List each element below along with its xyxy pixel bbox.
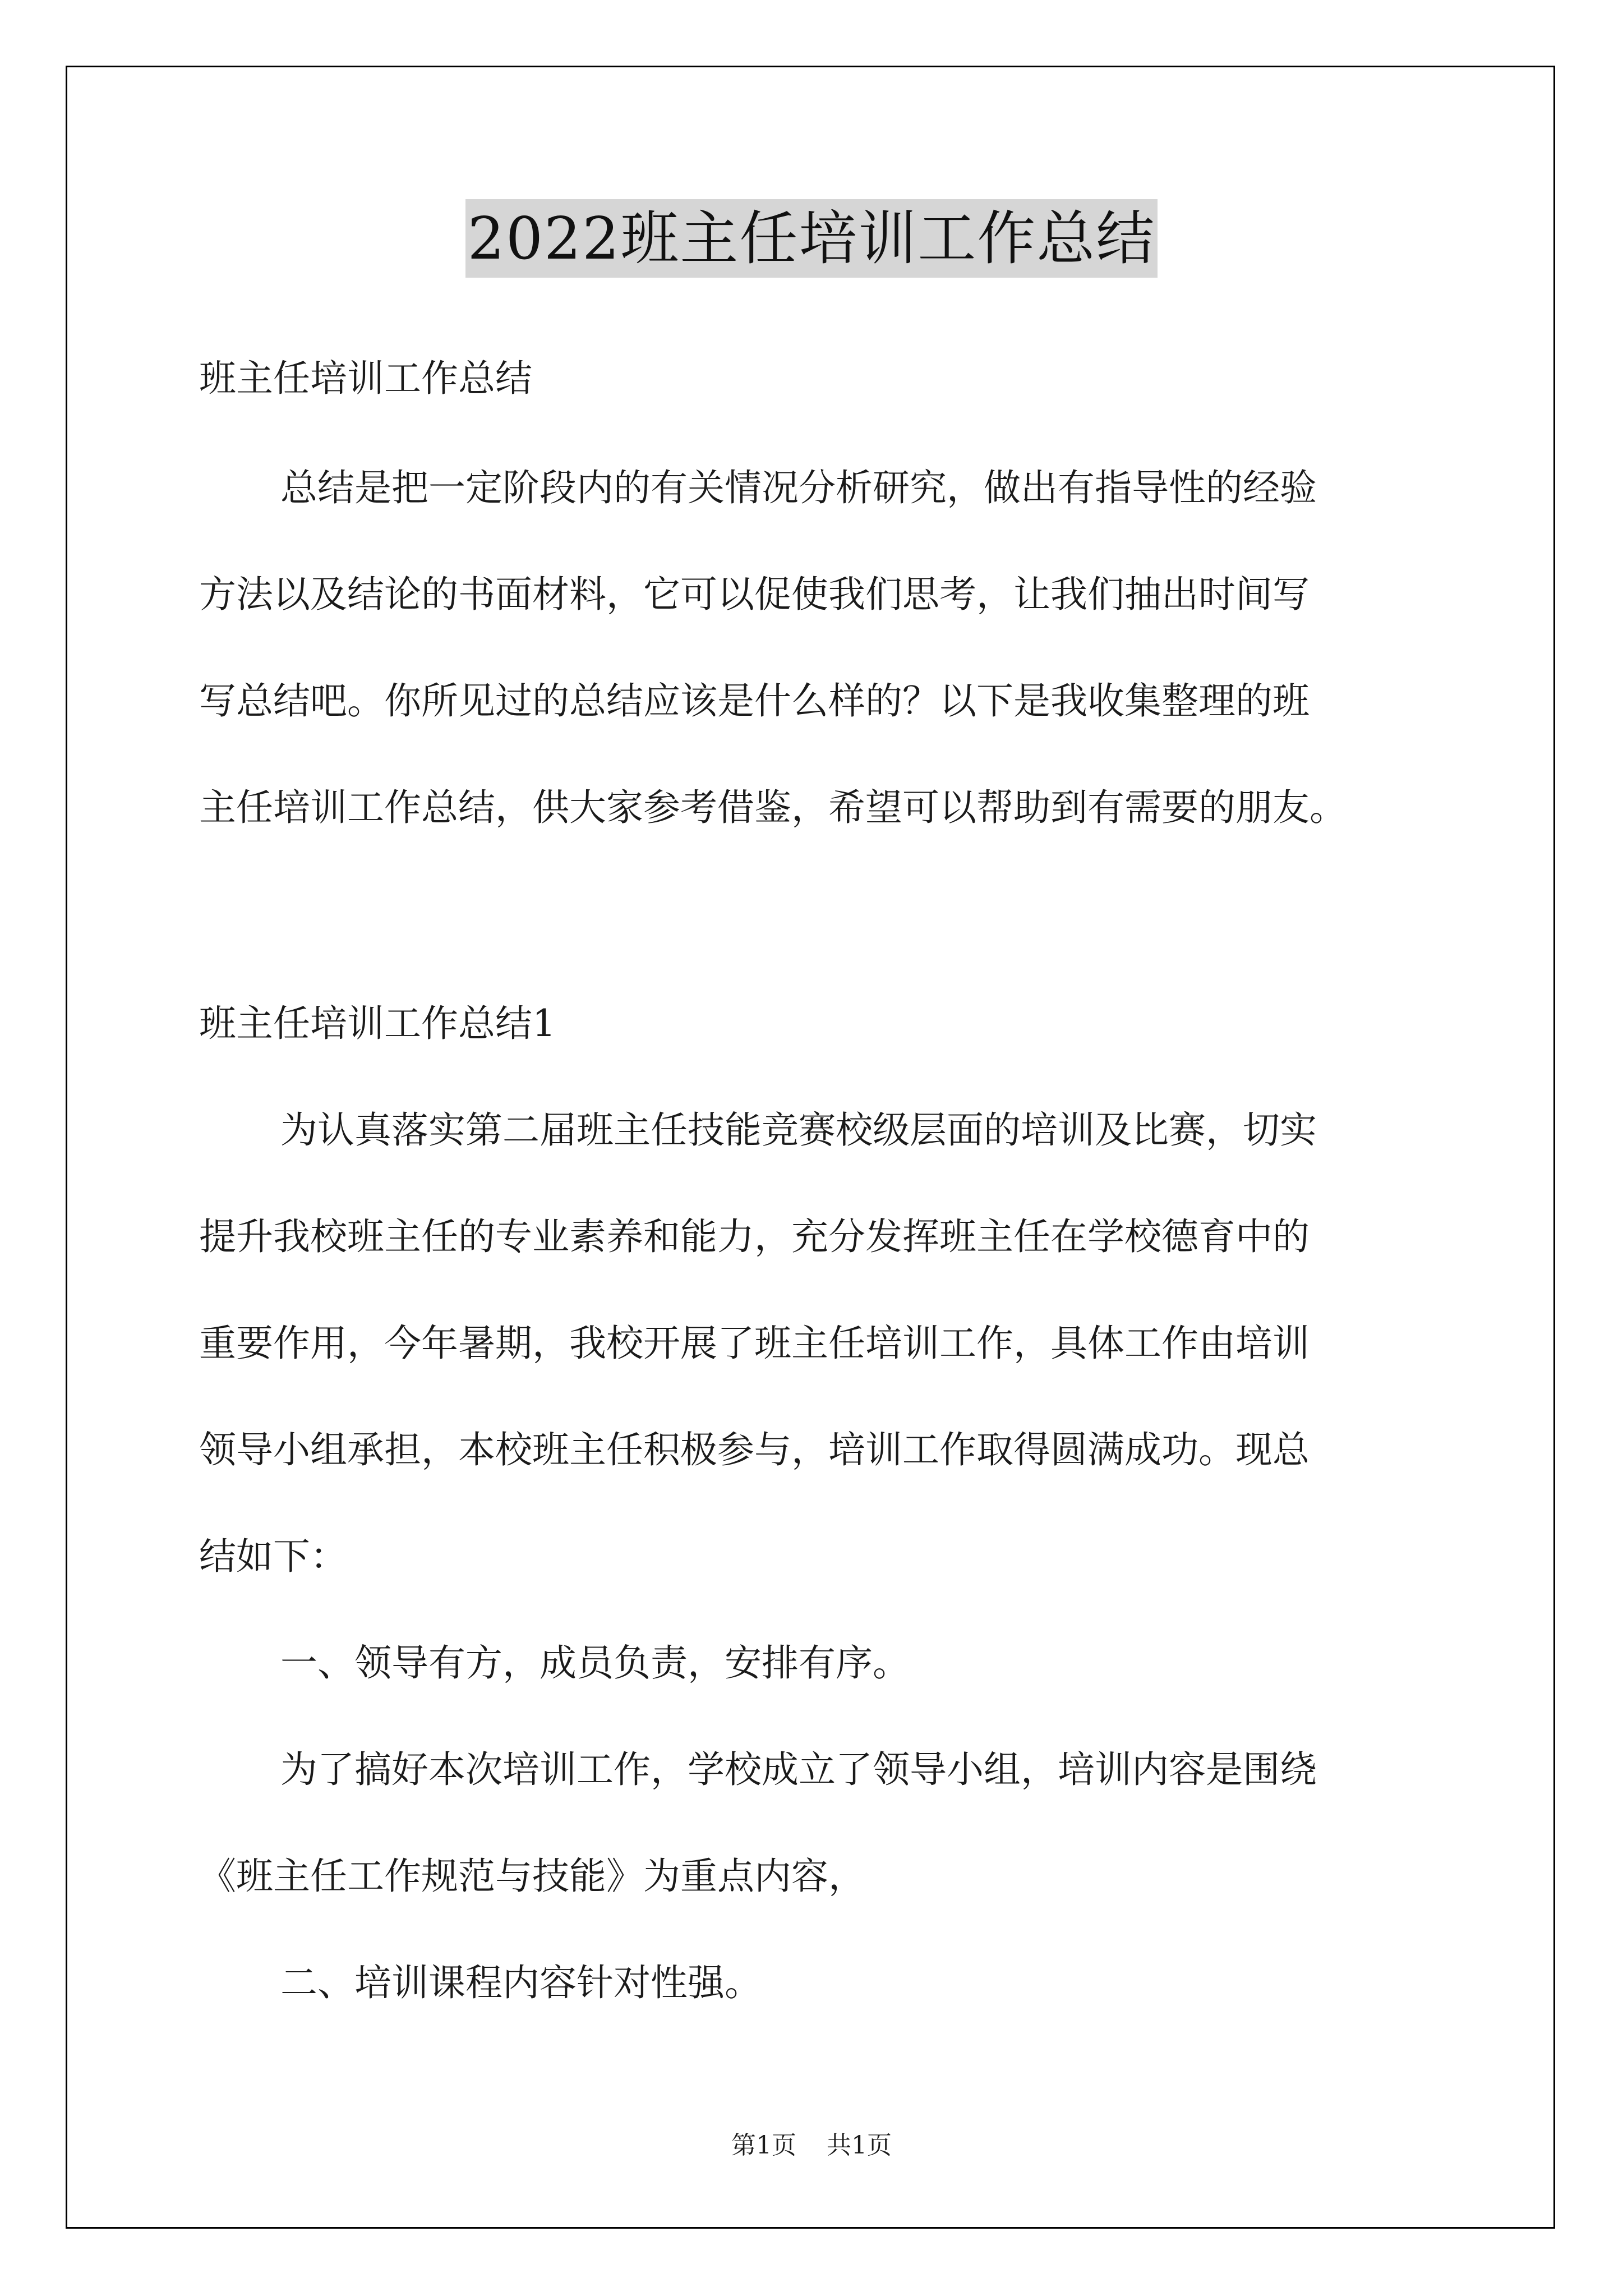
paragraph-line: 结如下： — [199, 1535, 347, 1578]
subsection-heading: 一、领导有方，成员负责，安排有序。 — [280, 1641, 910, 1685]
paragraph-line: 为了搞好本次培训工作，学校成立了领导小组，培训内容是围绕 — [280, 1748, 1317, 1791]
title-container — [0, 199, 1623, 278]
subsection-heading: 二、培训课程内容针对性强。 — [280, 1961, 762, 2004]
paragraph-line: 写总结吧。你所见过的总结应该是什么样的？以下是我收集整理的班 — [199, 679, 1310, 723]
page-total: 共1页 — [827, 2131, 892, 2160]
paragraph-line: 主任培训工作总结，供大家参考借鉴，希望可以帮助到有需要的朋友。 — [199, 786, 1347, 829]
paragraph-line: 方法以及结论的书面材料，它可以促使我们思考，让我们抽出时间写 — [199, 573, 1310, 616]
paragraph-line: 总结是把一定阶段内的有关情况分析研究，做出有指导性的经验 — [280, 466, 1317, 509]
paragraph-line: 领导小组承担，本校班主任积极参与，培训工作取得圆满成功。现总 — [199, 1428, 1310, 1471]
paragraph-line: 《班主任工作规范与技能》为重点内容， — [199, 1855, 865, 1898]
page-footer — [0, 2129, 1623, 2162]
subtitle: 班主任培训工作总结 — [199, 357, 532, 400]
paragraph-line: 为认真落实第二届班主任技能竞赛校级层面的培训及比赛，切实 — [280, 1108, 1317, 1152]
section-heading: 班主任培训工作总结1 — [199, 1002, 556, 1045]
paragraph-line: 重要作用，今年暑期，我校开展了班主任培训工作，具体工作由培训 — [199, 1322, 1310, 1365]
paragraph-line: 提升我校班主任的专业素养和能力，充分发挥班主任在学校德育中的 — [199, 1215, 1310, 1258]
document-title: 2022班主任培训工作总结 — [465, 199, 1158, 278]
page-number: 第1页 — [731, 2131, 796, 2160]
